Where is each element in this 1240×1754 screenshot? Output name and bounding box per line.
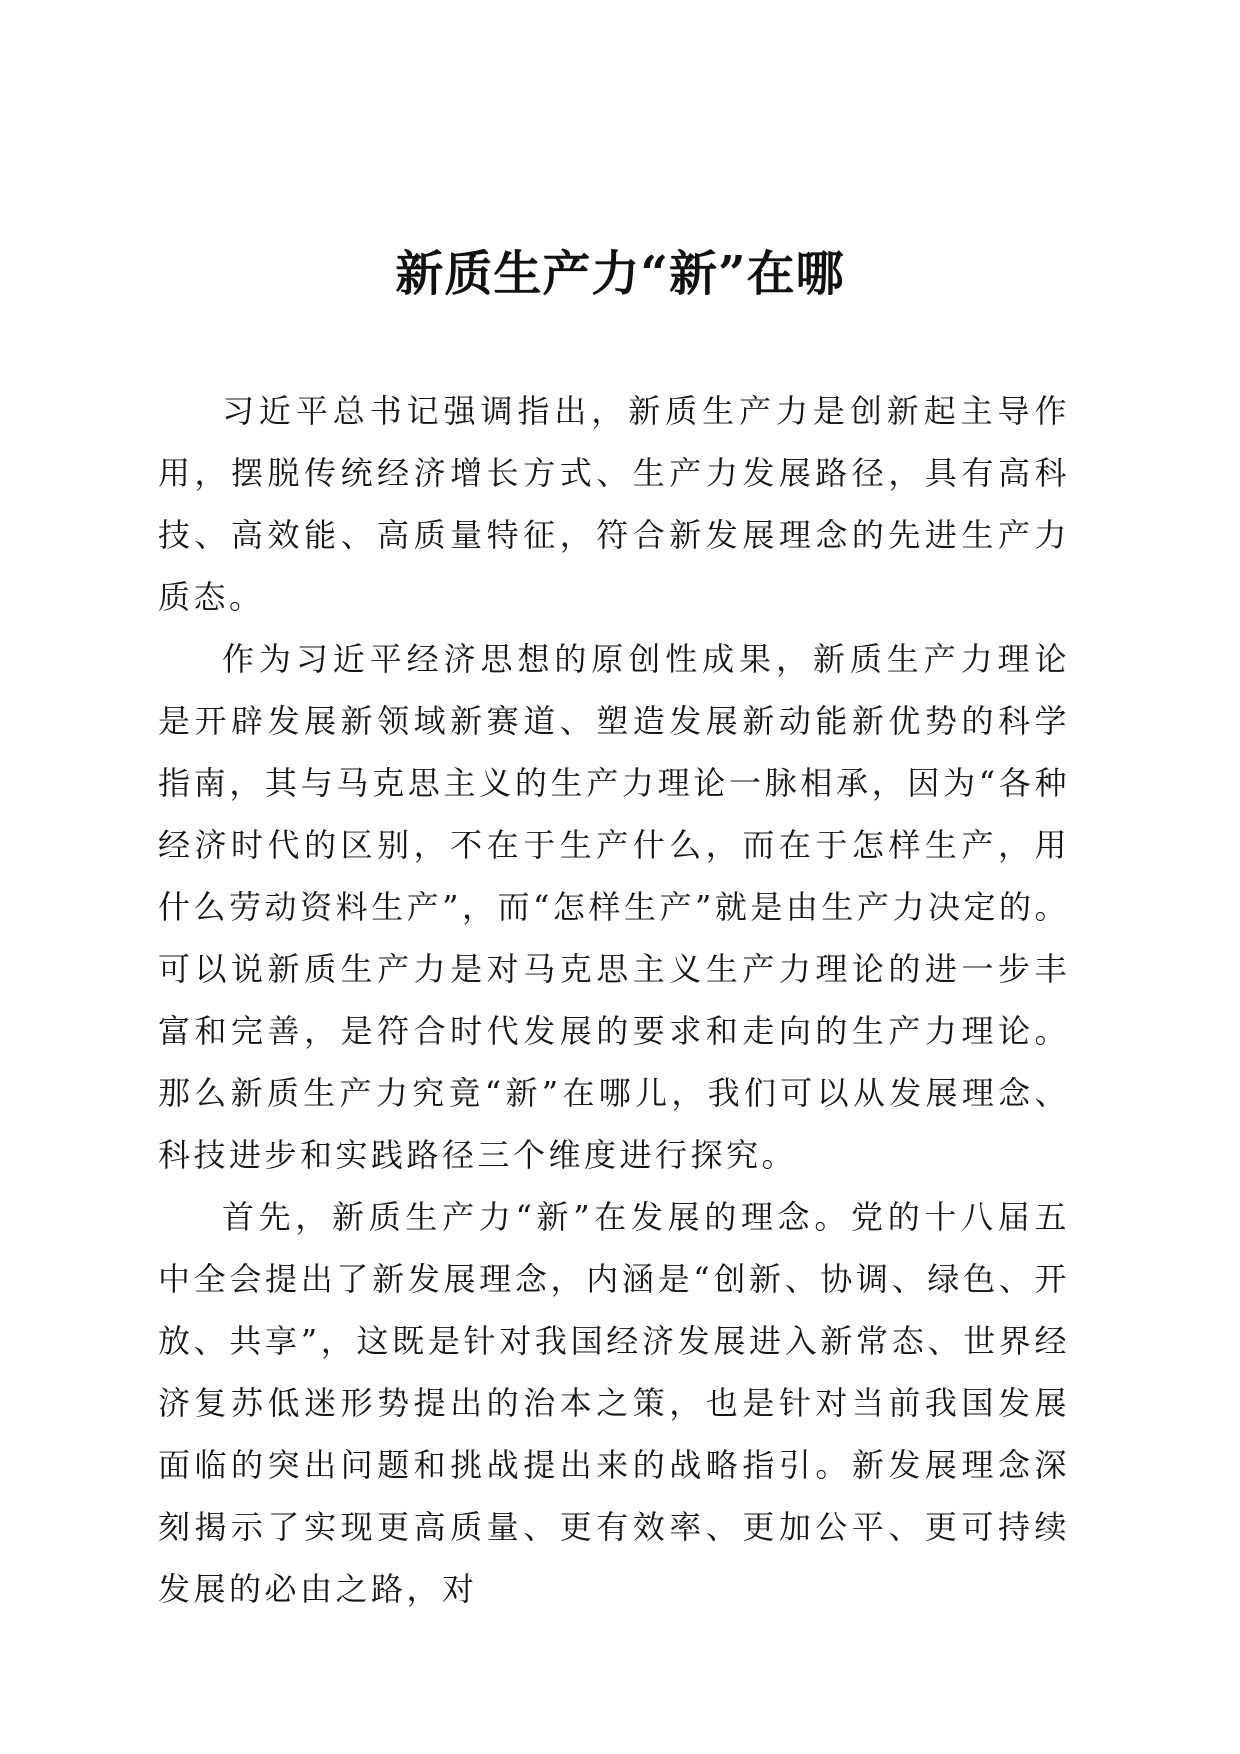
document-body xyxy=(158,380,1070,1620)
paragraph-2: 作为习近平经济思想的原创性成果，新质生产力理论是开辟发展新领域新赛道、塑造发展新动能新优势的科学指南，其与马克思主义的生产力理论一脉相承，因为“各种经济时代的区别，不在于生产什么，而在于怎样生产，用什么劳动资料生产”，而“怎样生产”就是由生产力决定的。可以说新质生产力是对马克思主义生产力理论的进一步丰富和完善，是符合时代发展的要求和走向的生产力理论。那么新质生产力究竟“新”在哪儿，我们可以从发展理念、科技进步和实践路径三个维度进行探究。 xyxy=(158,640,1070,1174)
document-title: 新质生产力“新”在哪 xyxy=(395,246,845,302)
paragraph-1: 习近平总书记强调指出，新质生产力是创新起主导作用，摆脱传统经济增长方式、生产力发展路径，具有高科技、高效能、高质量特征，符合新发展理念的先进生产力质态。 xyxy=(158,392,1070,616)
paragraph-3: 首先，新质生产力“新”在发展的理念。党的十八届五中全会提出了新发展理念，内涵是“创新、协调、绿色、开放、共享”，这既是针对我国经济发展进入新常态、世界经济复苏低迷形势提出的治本之策，也是针对当前我国发展面临的突出问题和挑战提出来的战略指引。新发展理念深刻揭示了实现更高质量、更有效率、更加公平、更可持续发展的必由之路，对 xyxy=(158,1198,1070,1608)
